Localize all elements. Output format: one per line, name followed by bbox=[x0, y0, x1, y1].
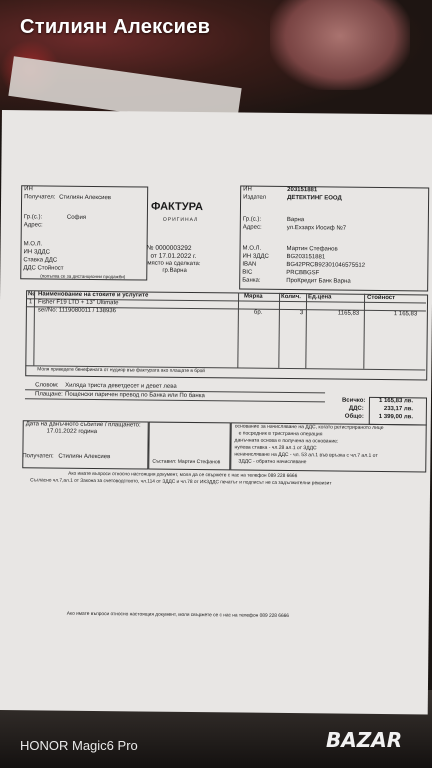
issuer-mol-label: М.О.Л. bbox=[242, 245, 262, 252]
table-footer-note: Моля приведете бенефината от нудияр във фактурата ако плащате в брой bbox=[37, 367, 206, 375]
issuer-addr-label: Адрес: bbox=[242, 224, 262, 231]
place: гр.Варна bbox=[162, 267, 187, 274]
col-no: № bbox=[28, 291, 35, 298]
issuer-name-label: Издател bbox=[243, 194, 267, 201]
background-cup bbox=[270, 0, 410, 90]
col-name: Наименование на стоките и услугите bbox=[38, 291, 149, 299]
recipient-addr-label: Адрес: bbox=[23, 222, 43, 229]
issuer-bic-label: BIC bbox=[242, 269, 253, 276]
check-2: данъчната основа е получена на основание: bbox=[234, 437, 339, 445]
recipient-mol-label: М.О.Л. bbox=[23, 241, 43, 248]
issuer-mol: Мартин Стефанов bbox=[286, 245, 338, 253]
issuer-name: ДЕТЕКТИНГ ЕООД bbox=[287, 194, 342, 202]
row-serial: ser/No: 1119080011 / 138936 bbox=[37, 307, 116, 315]
issuer-city-label: Гр.(с.): bbox=[242, 216, 262, 223]
issuer-section-label: ИН bbox=[243, 186, 252, 193]
issuer-bank-label: Банка: bbox=[242, 277, 261, 284]
row-name: Fisher F19 LTD + 13" Ultimate bbox=[37, 299, 119, 307]
recipient-section-label: ИН bbox=[24, 186, 33, 193]
legal-3: Ако имате въпроси относно настоящия документ, моля свържете се с нас на телефон 089 228 6666 bbox=[66, 611, 290, 620]
issuer-section-value: 203151881 bbox=[287, 186, 318, 194]
overlay-title: Стилиян Алексиев bbox=[20, 16, 211, 38]
check-4b: ЗДДС - обратно начисляване bbox=[238, 458, 307, 466]
bazar-logo: BAZAR bbox=[326, 728, 403, 752]
row-no: 1 bbox=[28, 299, 33, 306]
col-value: Стойност bbox=[367, 294, 396, 302]
issuer-iban: BG42PRCB92301046575512 bbox=[286, 261, 366, 269]
device-watermark: HONOR Magic6 Pro bbox=[20, 738, 138, 753]
invoice-title: ФАКТУРА bbox=[150, 200, 203, 214]
words: Хиляда триста деветдесет и девет лева bbox=[65, 382, 177, 390]
issuer-bic: PRCBBGSF bbox=[286, 269, 320, 277]
row-unit: бр. bbox=[253, 309, 263, 316]
total: 1 165,83 лв. bbox=[378, 397, 414, 405]
issuer-vat: BG203151881 bbox=[286, 253, 326, 261]
issuer-city: Варна bbox=[286, 216, 305, 224]
invoice-paper bbox=[0, 110, 432, 714]
pay: Пощенски паричен превод по Банка или По банка bbox=[64, 391, 205, 400]
receiver-label: Получател: bbox=[22, 453, 54, 460]
recipient-note: (попълва се за дистанционни продажби) bbox=[40, 273, 126, 280]
col-price: Ед.цена bbox=[308, 294, 332, 301]
total-label: Всичко: bbox=[341, 397, 366, 404]
event-label: Дата на данъчното събитие / плащането: bbox=[25, 421, 141, 429]
issuer-vat-label: ИН ЗДДС bbox=[242, 253, 269, 260]
composer-label: Съставил: Мартин Стефанов bbox=[152, 458, 221, 466]
recipient-rate-label: Ставка ДДС bbox=[23, 257, 58, 264]
invoice-original: ОРИГИНАЛ bbox=[162, 216, 199, 224]
recipient-vat-value-label: ДДС Стойност bbox=[23, 265, 64, 272]
recipient-city-label: Гр.(с.): bbox=[23, 214, 43, 221]
words-label: Словом: bbox=[35, 382, 59, 389]
col-unit: Мярка bbox=[244, 293, 263, 300]
invoice-number: № 0000003292 bbox=[146, 244, 192, 252]
vat: 233,17 лв. bbox=[383, 406, 414, 413]
issuer-addr: ул.Ехзарх Иосиф №7 bbox=[286, 224, 347, 232]
vat-label: ДДС: bbox=[348, 405, 364, 412]
row-value: 1 165,83 bbox=[393, 311, 418, 318]
recipient-vat-label: ИН ЗДДС bbox=[23, 249, 50, 256]
place-label: място на сделката: bbox=[147, 260, 201, 268]
recipient-name-label: Получател: bbox=[24, 194, 56, 201]
pay-label: Плащане: bbox=[34, 391, 63, 398]
invoice-date: от 17.01.2022 г. bbox=[150, 252, 197, 261]
check-1: основание за начисляване на ДДС, когато регистрираното лице bbox=[234, 423, 384, 432]
sum-label: Общо: bbox=[344, 413, 364, 420]
check-3: нулева ставка - чл.28 ал.1 от ЗДДС bbox=[234, 444, 317, 452]
issuer-bank: ПроКредит Банк Варна bbox=[286, 277, 351, 285]
col-qty: Колич. bbox=[281, 293, 301, 301]
row-price: 1165,83 bbox=[337, 310, 360, 317]
issuer-iban-label: IBAN bbox=[242, 261, 257, 268]
recipient-name: Стилиян Алексиев bbox=[59, 194, 112, 202]
legal-1: Ако имате въпроси относно настоящия документ, моля да се свържете с нас на телефон 089 228 6666 bbox=[68, 471, 298, 480]
sum: 1 399,00 лв. bbox=[378, 413, 414, 421]
legal-2: Съгласно чл.7,ал.1 от Закона за счетоводството, чл.114 от ЗДДС и чл.78 от ИКЗДДС печатът и подписът не са задължителни реквизит bbox=[30, 478, 332, 487]
recipient-city: София bbox=[66, 214, 87, 221]
check-1b: е посредник в тристранна операция bbox=[238, 430, 323, 438]
row-qty: 3 bbox=[299, 310, 304, 317]
receiver: Стилиян Алексиев bbox=[58, 453, 111, 461]
event-date: 17.01.2022 година bbox=[46, 428, 98, 436]
check-4: неначисляване на ДДС - чл. 53 ал.1 във връзка с чл.7 ал.1 от bbox=[234, 451, 378, 459]
